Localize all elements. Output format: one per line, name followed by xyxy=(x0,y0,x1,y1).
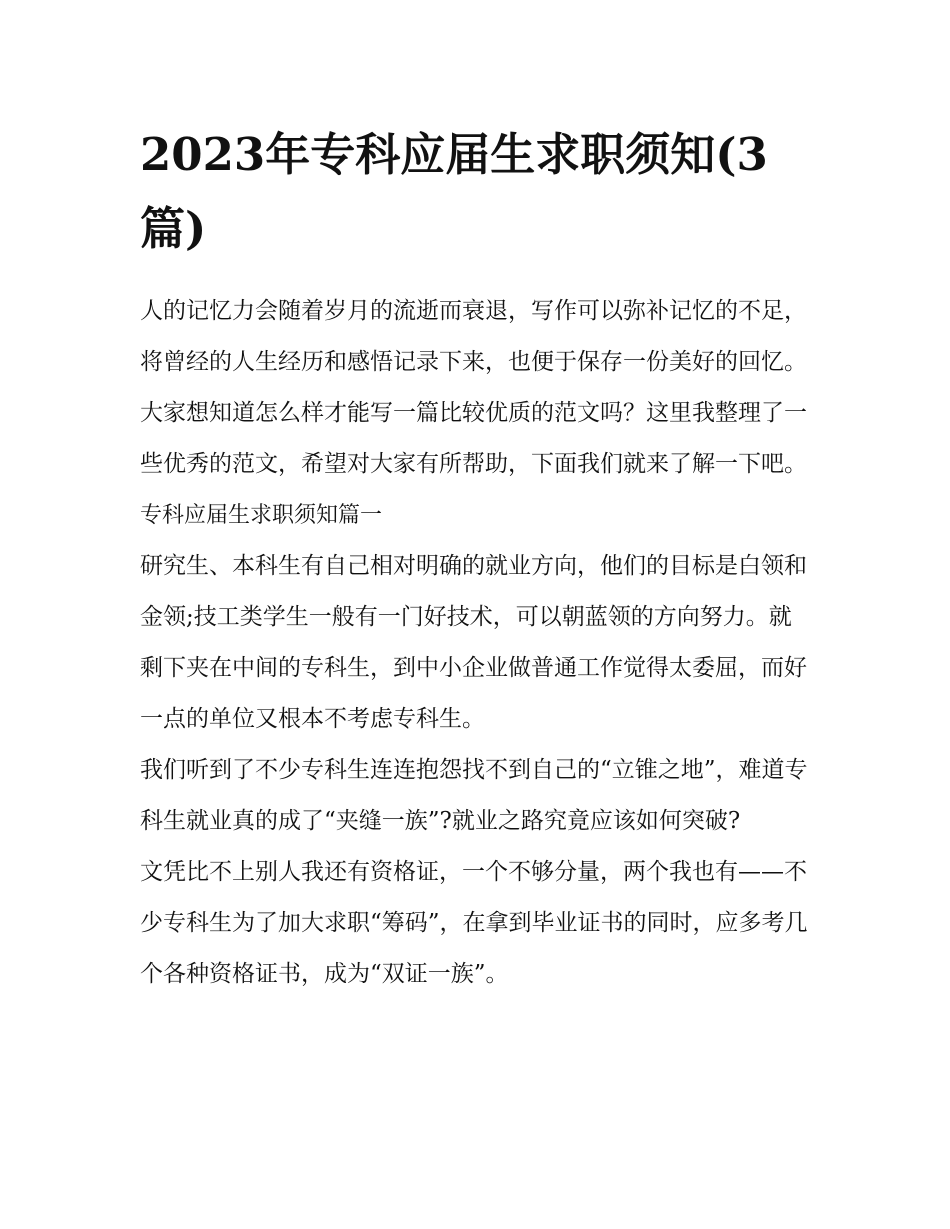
section-heading: 专科应届生求职须知篇一 xyxy=(140,503,383,528)
document-title: 2023年专科应届生求职须知(3篇) xyxy=(140,128,768,255)
body-paragraph: 文凭比不上别人我还有资格证，一个不够分量，两个我也有——不少专科生为了加大求职“筹码”，在拿到毕业证书的同时，应多考几个各种资格证书，成为“双证一族”。 xyxy=(140,859,808,987)
body-paragraph: 我们听到了不少专科生连连抱怨找不到自己的“立锥之地”，难道专科生就业真的成了“夹缝一族”?就业之路究竟应该如何突破? xyxy=(140,757,808,834)
document-body xyxy=(140,286,812,1000)
document-page xyxy=(140,118,812,1000)
intro-paragraph: 人的记忆力会随着岁月的流逝而衰退，写作可以弥补记忆的不足，将曾经的人生经历和感悟记录下来，也便于保存一份美好的回忆。大家想知道怎么样才能写一篇比较优质的范文吗？这里我整理了一些优秀的范文，希望对大家有所帮助，下面我们就来了解一下吧。 xyxy=(140,298,807,477)
body-paragraph: 研究生、本科生有自己相对明确的就业方向，他们的目标是白领和金领;技工类学生一般有一门好技术，可以朝蓝领的方向努力。就剩下夹在中间的专科生，到中小企业做普通工作觉得太委屈，而好一点的单位又根本不考虑专科生。 xyxy=(140,553,807,732)
